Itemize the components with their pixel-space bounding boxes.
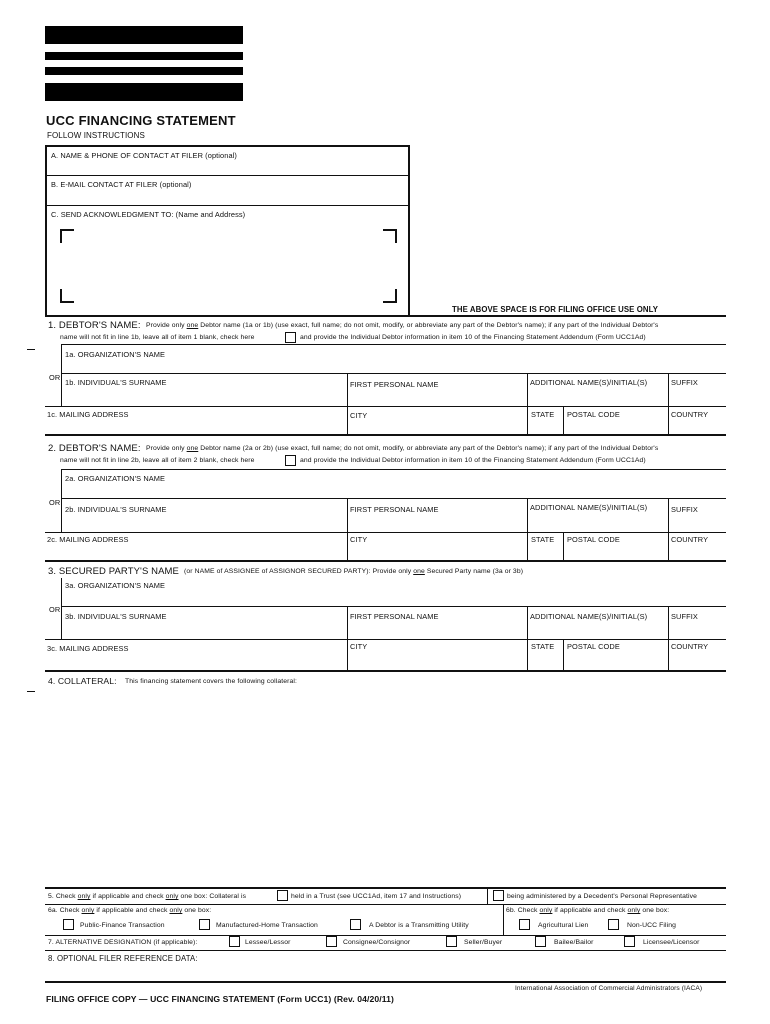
sec1-postal-label: POSTAL CODE	[567, 410, 620, 419]
sec3-suffix-field[interactable]	[669, 621, 726, 638]
sec2-or: OR	[49, 498, 61, 507]
sec2-city-label: CITY	[350, 535, 368, 544]
sec3-surname-field[interactable]	[62, 621, 346, 638]
acknowledgment-address-field[interactable]	[60, 229, 398, 305]
non-ucc-checkbox[interactable]	[608, 919, 619, 930]
margin-tick	[27, 691, 35, 692]
email-label: B. E-MAIL CONTACT AT FILER (optional)	[51, 180, 192, 189]
licensee-label: Licensee/Licensor	[643, 939, 700, 946]
sec5-label: 5. Check only if applicable and check only one box: Collateral is	[48, 893, 247, 900]
sec1-surname-field[interactable]	[62, 388, 346, 406]
licensee-checkbox[interactable]	[624, 936, 635, 947]
divider	[45, 532, 726, 533]
divider	[45, 904, 726, 905]
sec1-individual-checkbox[interactable]	[285, 332, 296, 343]
section-divider	[45, 560, 726, 562]
trust-checkbox[interactable]	[277, 890, 288, 901]
sec2-mail-label: 2c. MAILING ADDRESS	[47, 535, 129, 544]
sec3-mail-field[interactable]	[46, 653, 346, 669]
divider	[61, 606, 726, 607]
sec2-surname-label: 2b. INDIVIDUAL'S SURNAME	[65, 505, 167, 514]
sec3-state-label: STATE	[531, 642, 555, 651]
header-bar-3	[45, 67, 243, 75]
sec1-desc-line3: and provide the Individual Debtor information in item 10 of the Financing Statement Addendum (Form UCC1Ad)	[300, 334, 646, 341]
non-ucc-label: Non-UCC Filing	[627, 922, 676, 929]
transmitting-utility-checkbox[interactable]	[350, 919, 361, 930]
seller-checkbox[interactable]	[446, 936, 457, 947]
sec3-surname-label: 3b. INDIVIDUAL'S SURNAME	[65, 612, 167, 621]
divider	[46, 205, 409, 206]
sec8-label: 8. OPTIONAL FILER REFERENCE DATA:	[48, 954, 198, 963]
sec3-first-field[interactable]	[348, 621, 526, 638]
corner-mark	[60, 289, 74, 303]
divider	[45, 639, 726, 640]
sec1-addl-field[interactable]	[528, 388, 667, 406]
sec3-org-label: 3a. ORGANIZATION'S NAME	[65, 581, 166, 590]
divider	[61, 498, 726, 499]
sec3-addl-label: ADDITIONAL NAME(S)/INITIAL(S)	[530, 612, 648, 621]
divider	[46, 175, 409, 176]
divider	[487, 889, 488, 904]
divider	[61, 373, 726, 374]
sec3-first-label: FIRST PERSONAL NAME	[350, 612, 439, 621]
sec3-country-field[interactable]	[669, 653, 726, 669]
sec1-city-label: CITY	[350, 411, 368, 420]
sec2-postal-field[interactable]	[564, 545, 667, 559]
sec2-country-field[interactable]	[669, 545, 726, 559]
sec1-first-label: FIRST PERSONAL NAME	[350, 380, 439, 389]
section-divider	[45, 887, 726, 889]
sec2-state-label: STATE	[531, 535, 555, 544]
section-divider	[45, 434, 726, 436]
agricultural-lien-checkbox[interactable]	[519, 919, 530, 930]
agricultural-lien-label: Agricultural Lien	[538, 922, 589, 929]
bailee-label: Bailee/Bailor	[554, 939, 594, 946]
manufactured-home-label: Manufactured-Home Transaction	[216, 922, 318, 929]
sec1-mail-field[interactable]	[46, 420, 346, 433]
corner-mark	[60, 229, 74, 243]
form-title: UCC FINANCING STATEMENT	[46, 113, 236, 128]
sec2-first-label: FIRST PERSONAL NAME	[350, 505, 439, 514]
sec2-desc: Provide only one Debtor name (2a or 2b) (use exact, full name; do not omit, modify, or abbreviate any part of the Debtor's name); if any part of the Individual Debtor's	[146, 445, 659, 452]
sec1-mail-label: 1c. MAILING ADDRESS	[47, 410, 129, 419]
sec3-city-field[interactable]	[348, 653, 526, 669]
sec3-mail-label: 3c. MAILING ADDRESS	[47, 644, 129, 653]
sec2-addl-label: ADDITIONAL NAME(S)/INITIAL(S)	[530, 503, 648, 512]
sec2-mail-field[interactable]	[46, 545, 346, 559]
sec7-label: 7. ALTERNATIVE DESIGNATION (if applicable):	[48, 939, 198, 946]
sec3-country-label: COUNTRY	[671, 642, 709, 651]
footer-title: FILING OFFICE COPY — UCC FINANCING STATEMENT (Form UCC1) (Rev. 04/20/11)	[46, 994, 394, 1004]
collateral-field[interactable]	[46, 690, 726, 886]
sec1-org-label: 1a. ORGANIZATION'S NAME	[65, 350, 166, 359]
sec1-suffix-field[interactable]	[669, 388, 726, 406]
sec1-heading: 1. DEBTOR'S NAME:	[48, 320, 141, 331]
sec1-suffix-label: SUFFIX	[671, 378, 698, 387]
sec2-suffix-field[interactable]	[669, 514, 726, 531]
sec1-desc-line2: name will not fit in line 1b, leave all of item 1 blank, check here	[60, 334, 255, 341]
sec3-postal-label: POSTAL CODE	[567, 642, 620, 651]
sec3-desc: (or NAME of ASSIGNEE of ASSIGNOR SECURED PARTY): Provide only one Secured Party name (3a or 3b)	[184, 568, 524, 575]
email-field[interactable]	[47, 189, 408, 204]
sec2-individual-checkbox[interactable]	[285, 455, 296, 466]
filer-reference-field[interactable]	[46, 964, 726, 980]
sec2-org-field[interactable]	[62, 483, 726, 496]
sec1-state-label: STATE	[531, 410, 555, 419]
transmitting-utility-label: A Debtor is a Transmitting Utility	[369, 922, 469, 929]
sec2-org-label: 2a. ORGANIZATION'S NAME	[65, 474, 166, 483]
sec3-or: OR	[49, 605, 61, 614]
sec1-country-label: COUNTRY	[671, 410, 709, 419]
sec6a-label: 6a. Check only if applicable and check only one box:	[48, 907, 212, 914]
section-divider	[45, 315, 726, 317]
sec2-desc-line2: name will not fit in line 2b, leave all of item 2 blank, check here	[60, 457, 255, 464]
filing-office-note: THE ABOVE SPACE IS FOR FILING OFFICE USE ONLY	[452, 305, 659, 314]
header-bar-1	[45, 26, 243, 44]
sec2-heading: 2. DEBTOR'S NAME:	[48, 443, 141, 454]
sec3-addl-field[interactable]	[528, 621, 667, 638]
sec3-city-label: CITY	[350, 642, 368, 651]
sec1-or: OR	[49, 373, 61, 382]
sec3-org-field[interactable]	[62, 590, 726, 605]
contact-name-field[interactable]	[47, 160, 408, 175]
sec1-postal-field[interactable]	[564, 420, 667, 433]
sec2-state-field[interactable]	[528, 545, 562, 559]
lessee-label: Lessee/Lessor	[245, 939, 291, 946]
contact-name-label: A. NAME & PHONE OF CONTACT AT FILER (optional)	[51, 151, 237, 160]
sec1-first-field[interactable]	[348, 388, 526, 406]
trust-label: held in a Trust (see UCC1Ad, item 17 and Instructions)	[291, 893, 462, 900]
section-divider	[45, 670, 726, 672]
bailee-checkbox[interactable]	[535, 936, 546, 947]
sec2-country-label: COUNTRY	[671, 535, 709, 544]
sec2-surname-field[interactable]	[62, 514, 346, 531]
seller-label: Seller/Buyer	[464, 939, 503, 946]
corner-mark	[383, 289, 397, 303]
sec1-addl-label: ADDITIONAL NAME(S)/INITIAL(S)	[530, 378, 648, 387]
sec1-desc: Provide only one Debtor name (1a or 1b) (use exact, full name; do not omit, modify, or abbreviate any part of the Debtor's name); if any part of the Individual Debtor's	[146, 322, 659, 329]
public-finance-label: Public-Finance Transaction	[80, 922, 165, 929]
iaca-credit: International Association of Commercial Administrators (IACA)	[515, 985, 703, 992]
lessee-checkbox[interactable]	[229, 936, 240, 947]
divider	[61, 469, 726, 470]
decedent-checkbox[interactable]	[493, 890, 504, 901]
corner-mark	[383, 229, 397, 243]
sec4-heading: 4. COLLATERAL:	[48, 676, 117, 686]
sec4-desc: This financing statement covers the following collateral:	[125, 678, 297, 685]
sec2-first-field[interactable]	[348, 514, 526, 531]
manufactured-home-checkbox[interactable]	[199, 919, 210, 930]
sec2-addl-field[interactable]	[528, 514, 667, 531]
sec1-state-field[interactable]	[528, 420, 562, 433]
sec6b-label: 6b. Check only if applicable and check only one box:	[506, 907, 670, 914]
sec2-suffix-label: SUFFIX	[671, 505, 698, 514]
sec3-heading: 3. SECURED PARTY'S NAME	[48, 566, 179, 577]
consignee-checkbox[interactable]	[326, 936, 337, 947]
sec3-state-field[interactable]	[528, 653, 562, 669]
sec2-city-field[interactable]	[348, 545, 526, 559]
public-finance-checkbox[interactable]	[63, 919, 74, 930]
section-divider	[45, 981, 726, 983]
sec2-desc-line3: and provide the Individual Debtor information in item 10 of the Financing Statement Addendum (Form UCC1Ad)	[300, 457, 646, 464]
divider	[61, 344, 726, 345]
sec1-surname-label: 1b. INDIVIDUAL'S SURNAME	[65, 378, 167, 387]
margin-tick	[27, 349, 35, 350]
consignee-label: Consignee/Consignor	[343, 939, 411, 946]
header-bar-2	[45, 52, 243, 60]
header-bar-4	[45, 83, 243, 101]
decedent-label: being administered by a Decedent's Personal Representative	[507, 893, 697, 900]
divider	[45, 406, 726, 407]
sec3-suffix-label: SUFFIX	[671, 612, 698, 621]
follow-instructions: FOLLOW INSTRUCTIONS	[47, 131, 145, 140]
divider	[45, 950, 726, 951]
sec1-city-field[interactable]	[348, 420, 526, 433]
divider	[503, 904, 504, 935]
sec1-org-field[interactable]	[62, 359, 726, 372]
acknowledgment-label: C. SEND ACKNOWLEDGMENT TO: (Name and Address)	[51, 210, 246, 219]
sec1-country-field[interactable]	[669, 420, 726, 433]
sec2-postal-label: POSTAL CODE	[567, 535, 620, 544]
sec3-postal-field[interactable]	[564, 653, 667, 669]
